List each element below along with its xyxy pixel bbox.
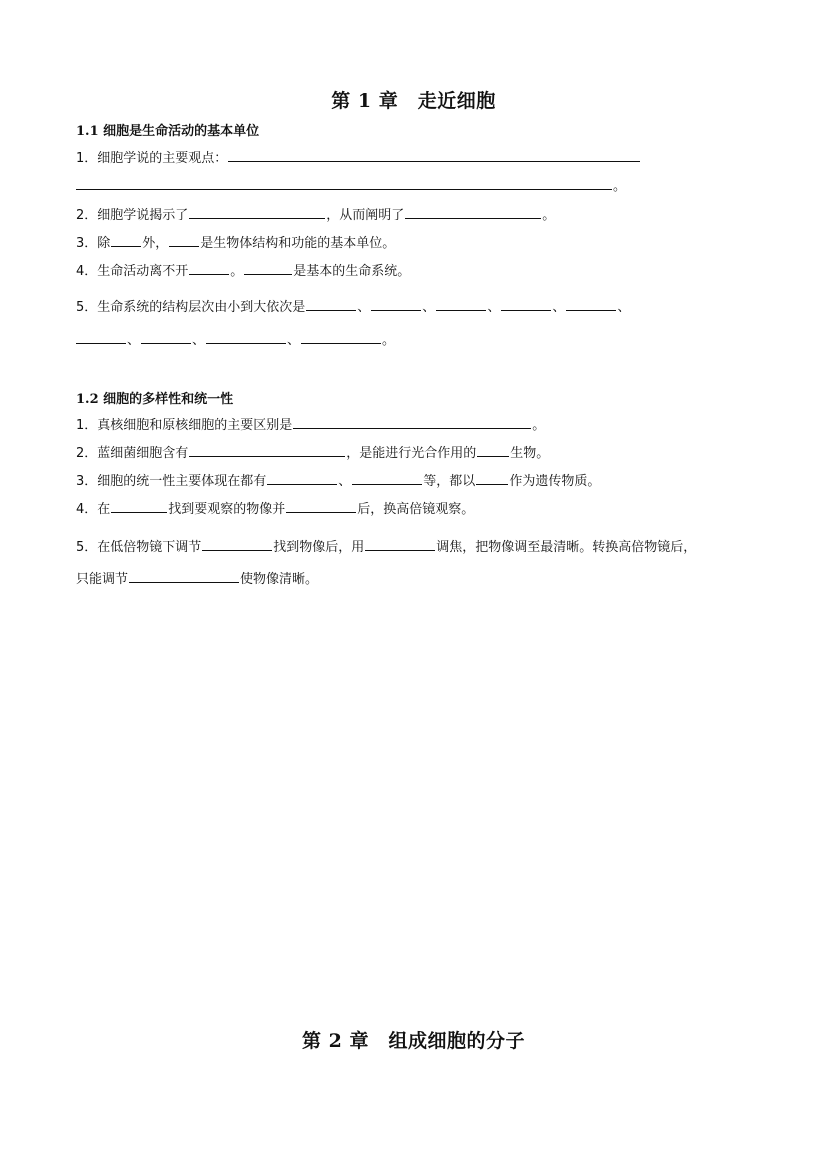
s1-q2-text-b: ，从而阐明了 — [326, 208, 405, 223]
s2-q5-text-b: 找到物像后，用 — [273, 540, 365, 555]
s2-q1-text-b: 。 — [532, 418, 546, 433]
chapter-2-title: 第 2 章 组成细胞的分子 — [302, 1030, 525, 1052]
s1-q5-sep-5: 、 — [617, 300, 631, 315]
s2-q5-text-a: 5．在低倍物镜下调节 — [76, 540, 202, 555]
s2-q2-text-c: 生物。 — [510, 446, 550, 461]
s1-q5-sep-8: 、 — [287, 333, 301, 348]
s1-q3-text-b: 外， — [142, 236, 169, 251]
s2-q4-text-a: 4．在 — [76, 502, 111, 517]
s1-q5-sep-4: 、 — [552, 300, 566, 315]
s1-q3-blank-1[interactable] — [111, 233, 141, 247]
s2-q5-blank-3[interactable] — [129, 569, 239, 583]
s2-q3-blank-2[interactable] — [352, 471, 422, 485]
section-1-2-heading: 1.2 细胞的多样性和统一性 — [76, 392, 234, 407]
s2-q4-blank-1[interactable] — [111, 499, 167, 513]
s2-q5-blank-1[interactable] — [202, 537, 272, 551]
s1-q1-text: 1．细胞学说的主要观点： — [76, 151, 228, 166]
s1-q5-sep-6: 、 — [127, 333, 141, 348]
s2-q5-blank-2[interactable] — [365, 537, 435, 551]
s1-q5-blank-5[interactable] — [566, 297, 616, 311]
s1-q2-blank-2[interactable] — [405, 205, 541, 219]
s2-question-2 — [76, 443, 549, 463]
s2-q3-blank-3[interactable] — [476, 471, 508, 485]
section-1-1-heading: 1.1 细胞是生命活动的基本单位 — [76, 124, 260, 139]
s2-q2-blank-1[interactable] — [189, 443, 345, 457]
s1-q4-blank-2[interactable] — [244, 261, 292, 275]
s1-q1-end: 。 — [613, 179, 627, 194]
s1-q5-blank-1[interactable] — [306, 297, 356, 311]
s1-question-1 — [76, 148, 641, 168]
s1-q4-text-a: 4．生命活动离不开 — [76, 264, 189, 279]
s2-q3-text-d: 作为遗传物质。 — [509, 474, 601, 489]
s2-q3-text-a: 3．细胞的统一性主要体现在都有 — [76, 474, 267, 489]
s1-q5-text: 5．生命系统的结构层次由小到大依次是 — [76, 300, 306, 315]
s2-q1-blank-1[interactable] — [293, 415, 531, 429]
s1-q5-blank-7[interactable] — [141, 330, 191, 344]
s2-question-5-cont — [76, 569, 318, 589]
s1-q4-text-b: 。 — [230, 264, 244, 279]
s1-q5-blank-6[interactable] — [76, 330, 126, 344]
s1-q5-end: 。 — [382, 333, 396, 348]
s1-q5-sep-7: 、 — [192, 333, 206, 348]
s1-q1-blank-1[interactable] — [228, 148, 640, 162]
s2-question-5 — [76, 537, 696, 557]
s1-q5-sep-3: 、 — [487, 300, 501, 315]
s2-q1-text-a: 1．真核细胞和原核细胞的主要区别是 — [76, 418, 293, 433]
s1-q3-text-a: 3．除 — [76, 236, 111, 251]
s1-q5-sep-2: 、 — [422, 300, 436, 315]
s1-q1-blank-2[interactable] — [76, 176, 612, 190]
s1-q3-blank-2[interactable] — [169, 233, 199, 247]
chapter-1-title: 第 1 章 走近细胞 — [331, 90, 496, 112]
s2-q2-text-b: ，是能进行光合作用的 — [346, 446, 477, 461]
s1-q2-text-c: 。 — [542, 208, 556, 223]
s1-q2-blank-1[interactable] — [189, 205, 325, 219]
s1-q3-text-c: 是生物体结构和功能的基本单位。 — [200, 236, 396, 251]
s2-q3-text-b: 、 — [338, 474, 352, 489]
s2-question-3 — [76, 471, 600, 491]
s2-q2-text-a: 2．蓝细菌细胞含有 — [76, 446, 189, 461]
s2-q3-text-c: 等，都以 — [423, 474, 476, 489]
s1-question-5 — [76, 297, 630, 317]
s1-q2-text-a: 2．细胞学说揭示了 — [76, 208, 189, 223]
s1-q5-blank-8[interactable] — [206, 330, 286, 344]
s2-q5-text-d: 只能调节 — [76, 572, 129, 587]
s1-question-4 — [76, 261, 410, 281]
s2-q2-blank-2[interactable] — [477, 443, 509, 457]
s2-q5-text-c: 调焦，把物像调至最清晰。转换高倍物镜后， — [436, 540, 697, 555]
s1-question-3 — [76, 233, 395, 253]
s1-q5-blank-9[interactable] — [301, 330, 381, 344]
s2-q4-blank-2[interactable] — [286, 499, 356, 513]
s2-q4-text-b: 找到要观察的物像并 — [168, 502, 286, 517]
s2-question-1 — [76, 415, 545, 435]
s2-q3-blank-1[interactable] — [267, 471, 337, 485]
s2-question-4 — [76, 499, 474, 519]
s1-q4-blank-1[interactable] — [189, 261, 229, 275]
s1-question-2 — [76, 205, 555, 225]
s1-q5-blank-2[interactable] — [371, 297, 421, 311]
s1-q5-blank-4[interactable] — [501, 297, 551, 311]
s1-question-5-cont — [76, 330, 395, 350]
s1-q5-sep-1: 、 — [357, 300, 371, 315]
s2-q5-text-e: 使物像清晰。 — [240, 572, 319, 587]
s1-q4-text-c: 是基本的生命系统。 — [293, 264, 411, 279]
s1-question-1-cont — [76, 176, 626, 196]
s2-q4-text-c: 后，换高倍镜观察。 — [357, 502, 475, 517]
s1-q5-blank-3[interactable] — [436, 297, 486, 311]
